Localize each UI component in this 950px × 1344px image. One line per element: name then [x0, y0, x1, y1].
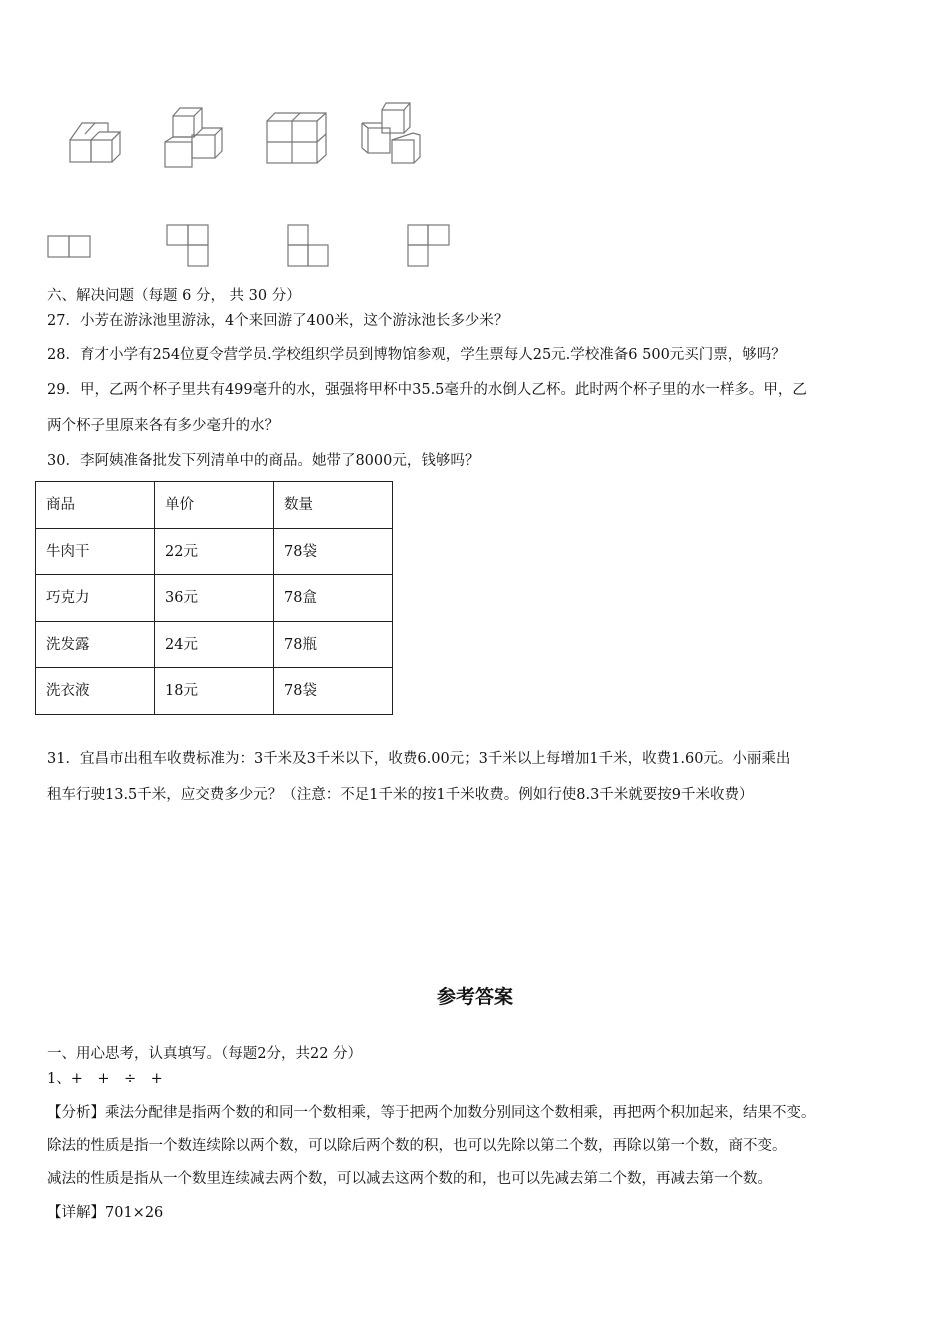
detail-line: 【详解】701×26: [47, 1205, 164, 1221]
question-28: 28．育才小学有254位夏令营学员.学校组织学员到博物馆参观，学生票每人25元.学校准备6 500元买门票，够吗？: [47, 347, 786, 363]
table-header-row: [36, 482, 393, 529]
cube-figure-1: [70, 123, 120, 162]
view-figure-1: [48, 236, 90, 257]
table-cell: 78袋: [274, 668, 393, 715]
table-cell: 18元: [155, 668, 274, 715]
cube-figure-4: [362, 103, 420, 163]
view-figure-3: [288, 225, 328, 266]
table-cell: 洗衣液: [36, 668, 155, 715]
view-figure-4: [408, 225, 449, 266]
table-row: [36, 621, 393, 668]
view-figure-2: [167, 225, 208, 266]
table-cell: 78瓶: [274, 621, 393, 668]
table-cell: 巧克力: [36, 575, 155, 622]
table-cell: 24元: [155, 621, 274, 668]
cube-figure-3: [267, 113, 326, 163]
question-29-line2: 两个杯子里原来各有多少毫升的水？: [47, 418, 279, 434]
table-cell: 牛肉干: [36, 528, 155, 575]
answers-title: 参考答案: [436, 986, 513, 1008]
question-30: 30．李阿姨准备批发下列清单中的商品。她带了8000元，钱够吗？: [47, 453, 480, 469]
question-31-line1: 31．宜昌市出租车收费标准为：3千米及3千米以下，收费6.00元；3千米以上每增加1千米，收费1.60元。小丽乘出: [47, 751, 791, 767]
analysis-line2: 除法的性质是指一个数连续除以两个数，可以除后两个数的积，也可以先除以第二个数，再除以第一个数，商不变。: [47, 1138, 787, 1154]
cube-figures: [0, 0, 950, 280]
analysis-line1: 【分析】乘法分配律是指两个数的和同一个数相乘，等于把两个加数分别同这个数相乘，再把两个积加起来，结果不变。: [47, 1105, 816, 1121]
table-header-cell: 数量: [274, 482, 393, 529]
question-31-line2: 租车行驶13.5千米，应交费多少元？（注意：不足1千米的按1千米收费。例如行使8.3千米就要按9千米收费）: [47, 787, 754, 803]
table-cell: 78袋: [274, 528, 393, 575]
analysis-line3: 减法的性质是指从一个数里连续减去两个数，可以减去这两个数的和，也可以先减去第二个数，再减去第一个数。: [47, 1171, 772, 1187]
table-cell: 22元: [155, 528, 274, 575]
table-row: [36, 575, 393, 622]
answer-1: 1、+ + ÷ +: [47, 1071, 163, 1087]
table-row: [36, 528, 393, 575]
table-cell: 78盒: [274, 575, 393, 622]
question-27: 27．小芳在游泳池里游泳，4个来回游了400米，这个游泳池长多少米？: [47, 313, 509, 329]
question-29-line1: 29．甲，乙两个杯子里共有499毫升的水，强强将甲杯中35.5毫升的水倒人乙杯。此时两个杯子里的水一样多。甲，乙: [47, 382, 807, 398]
answers-section-heading: 一、用心思考，认真填写。（每题2分，共22 分）: [47, 1046, 363, 1062]
table-header-cell: 单价: [155, 482, 274, 529]
goods-table: [35, 481, 393, 715]
table-row: [36, 668, 393, 715]
table-cell: 36元: [155, 575, 274, 622]
section-heading: 六、解决问题（每题 6 分， 共 30 分）: [47, 288, 301, 304]
cube-figure-2: [165, 108, 222, 167]
table-header-cell: 商品: [36, 482, 155, 529]
table-cell: 洗发露: [36, 621, 155, 668]
